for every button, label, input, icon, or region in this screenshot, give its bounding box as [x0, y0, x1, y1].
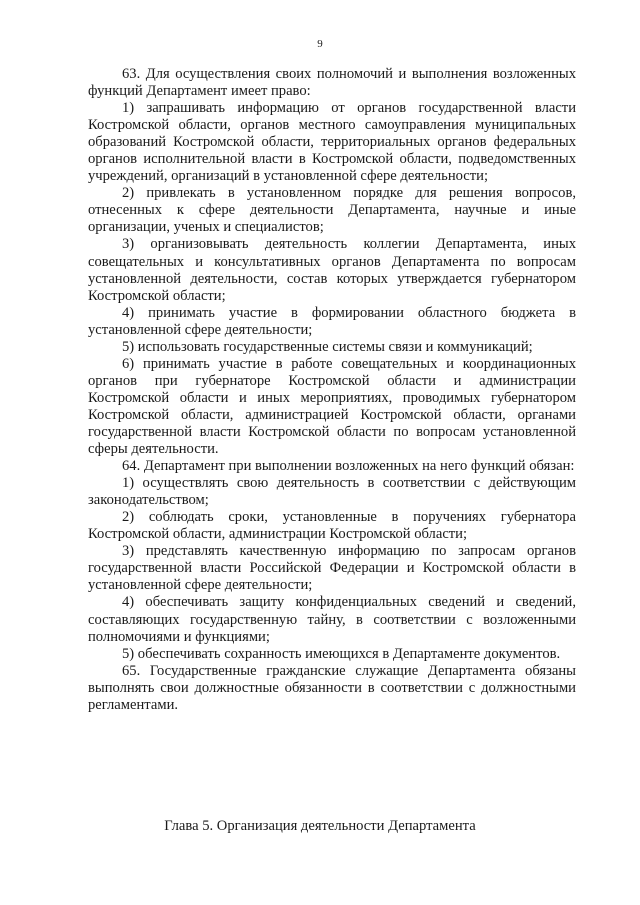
paragraph-64-item-3: 3) представлять качественную информацию по запросам органов государственной власти Российской Федерации и Костромской области в установленной сфере деятельности; — [88, 543, 576, 594]
paragraph-64-item-5: 5) обеспечивать сохранность имеющихся в Департаменте документов. — [122, 645, 561, 662]
paragraph-64-item-4: 4) обеспечивать защиту конфиденциальных сведений и сведений, составляющих государственную тайну, в соответствии с возложенными полномочиями и функциями; — [88, 594, 576, 645]
paragraph-63-item-6: 6) принимать участие в работе совещательных и координационных органов при губернаторе Костромской области и администрации Костромской области и иных мероприятиях, проводимых губернатором Костромской области, администрацией Костромской области, органами государственной власти Костромской области по вопросам установленной сферы деятельности. — [88, 355, 576, 458]
paragraph-63: 63. Для осуществления своих полномочий и выполнения возложенных функций Департамент имеет право: — [88, 66, 576, 100]
paragraph-63-item-3: 3) организовывать деятельность коллегии Департамента, иных совещательных и консультативных органов Департамента по вопросам установленной деятельности, состав которых утверждается губернатором Костромской области; — [88, 236, 576, 304]
paragraph-63-item-4: 4) принимать участие в формировании областного бюджета в установленной сфере деятельности; — [88, 304, 576, 338]
paragraph-64-item-1: 1) осуществлять свою деятельность в соответствии с действующим законодательством; — [88, 475, 576, 509]
paragraph-63-item-2: 2) привлекать в установленном порядке для решения вопросов, отнесенных к сфере деятельности Департамента, научные и иные организации, ученых и специалистов; — [88, 185, 576, 236]
paragraph-64-item-2: 2) соблюдать сроки, установленные в поручениях губернатора Костромской области, администрации Костромской области; — [88, 509, 576, 543]
paragraph-63-item-5: 5) использовать государственные системы связи и коммуникаций; — [122, 338, 533, 355]
document-body — [88, 66, 576, 714]
paragraph-65: 65. Государственные гражданские служащие Департамента обязаны выполнять свои должностные обязанности в соответствии с должностными регламентами. — [88, 662, 576, 713]
chapter-title: Глава 5. Организация деятельности Департамента — [164, 818, 476, 834]
paragraph-64: 64. Департамент при выполнении возложенных на него функций обязан: — [122, 458, 575, 475]
page-number: 9 — [317, 38, 323, 50]
paragraph-63-item-1: 1) запрашивать информацию от органов государственной власти Костромской области, органов местного самоуправления муниципальных образований Костромской области, территориальных органов федеральных органов исполнительной власти в Костромской области, подведомственных учреждений, организаций в установленной сфере деятельности; — [88, 100, 576, 185]
